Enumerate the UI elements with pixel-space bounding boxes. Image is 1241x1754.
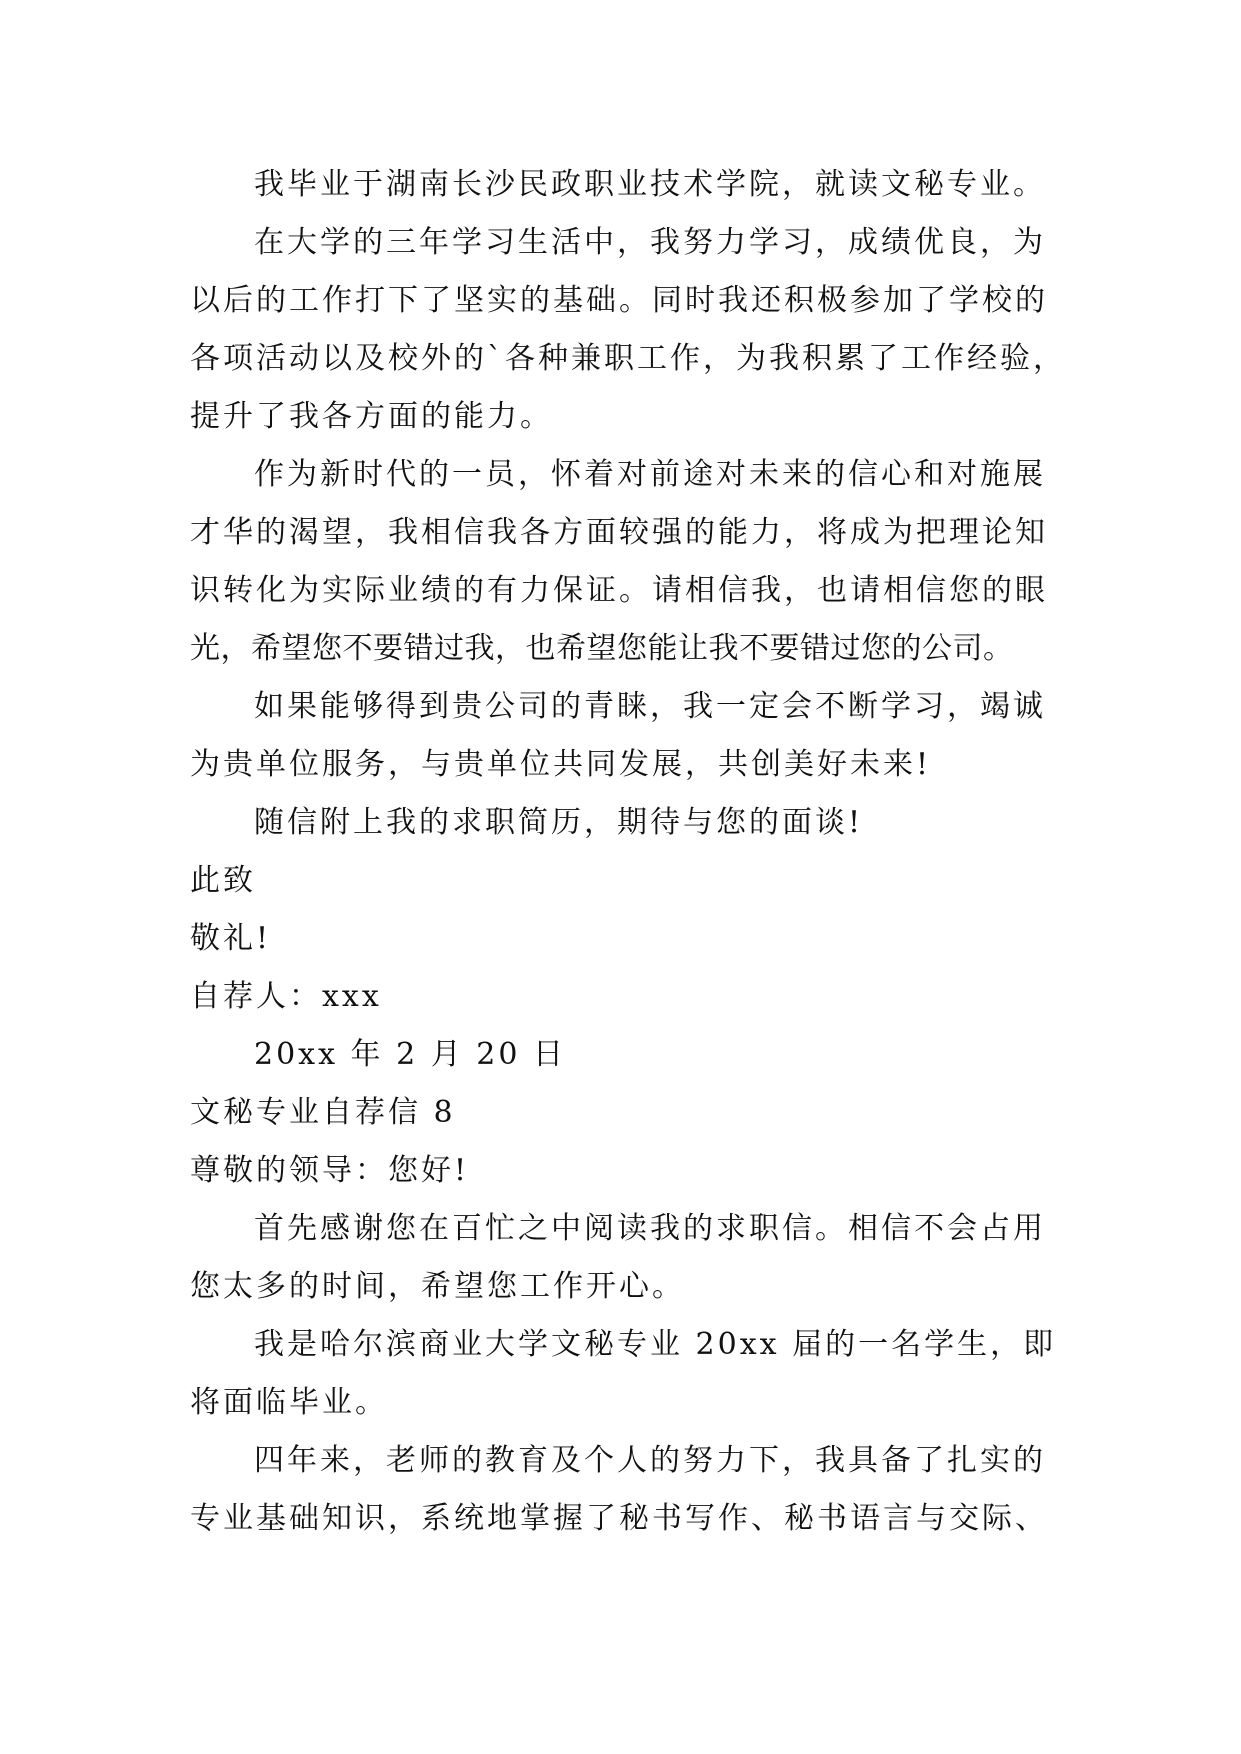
paragraph-line: 如果能够得到贵公司的青睐，我一定会不断学习，竭诚 xyxy=(254,689,1046,724)
paragraph-line: 才华的渴望，我相信我各方面较强的能力，将成为把理论知 xyxy=(190,515,1048,550)
paragraph-line: 提升了我各方面的能力。 xyxy=(190,399,553,434)
paragraph-line: 识转化为实际业绩的有力保证。请相信我，也请相信您的眼 xyxy=(190,573,1048,608)
paragraph-line: 随信附上我的求职简历，期待与您的面谈! xyxy=(254,805,864,840)
section-title: 文秘专业自荐信 8 xyxy=(190,1095,456,1130)
closing-regards: 敬礼! xyxy=(190,921,272,956)
paragraph-line: 将面临毕业。 xyxy=(190,1385,388,1420)
paragraph-line: 我毕业于湖南长沙民政职业技术学院，就读文秘专业。 xyxy=(254,167,1046,202)
paragraph-line: 首先感谢您在百忙之中阅读我的求职信。相信不会占用 xyxy=(254,1211,1046,1246)
paragraph-line: 在大学的三年学习生活中，我努力学习，成绩优良，为 xyxy=(254,225,1046,260)
paragraph-line: 作为新时代的一员，怀着对前途对未来的信心和对施展 xyxy=(254,457,1046,492)
paragraph-line: 以后的工作打下了坚实的基础。同时我还积极参加了学校的 xyxy=(190,283,1048,318)
signature-line: 自荐人：xxx xyxy=(190,979,382,1014)
paragraph-line: 您太多的时间，希望您工作开心。 xyxy=(190,1269,685,1304)
greeting-line: 尊敬的领导：您好! xyxy=(190,1153,470,1188)
paragraph-line: 四年来，老师的教育及个人的努力下，我具备了扎实的 xyxy=(254,1443,1046,1478)
paragraph-line: 光，希望您不要错过我，也希望您能让我不要错过您的公司。 xyxy=(190,631,1014,666)
closing-salutation: 此致 xyxy=(190,863,256,898)
paragraph-line: 各项活动以及校外的`各种兼职工作，为我积累了工作经验， xyxy=(190,341,1066,376)
paragraph-line: 为贵单位服务，与贵单位共同发展，共创美好未来! xyxy=(190,747,932,782)
paragraph-line: 专业基础知识，系统地掌握了秘书写作、秘书语言与交际、 xyxy=(190,1501,1048,1536)
date-line: 20xx 年 2 月 20 日 xyxy=(254,1037,566,1072)
paragraph-line: 我是哈尔滨商业大学文秘专业 20xx 届的一名学生，即 xyxy=(254,1327,1057,1362)
